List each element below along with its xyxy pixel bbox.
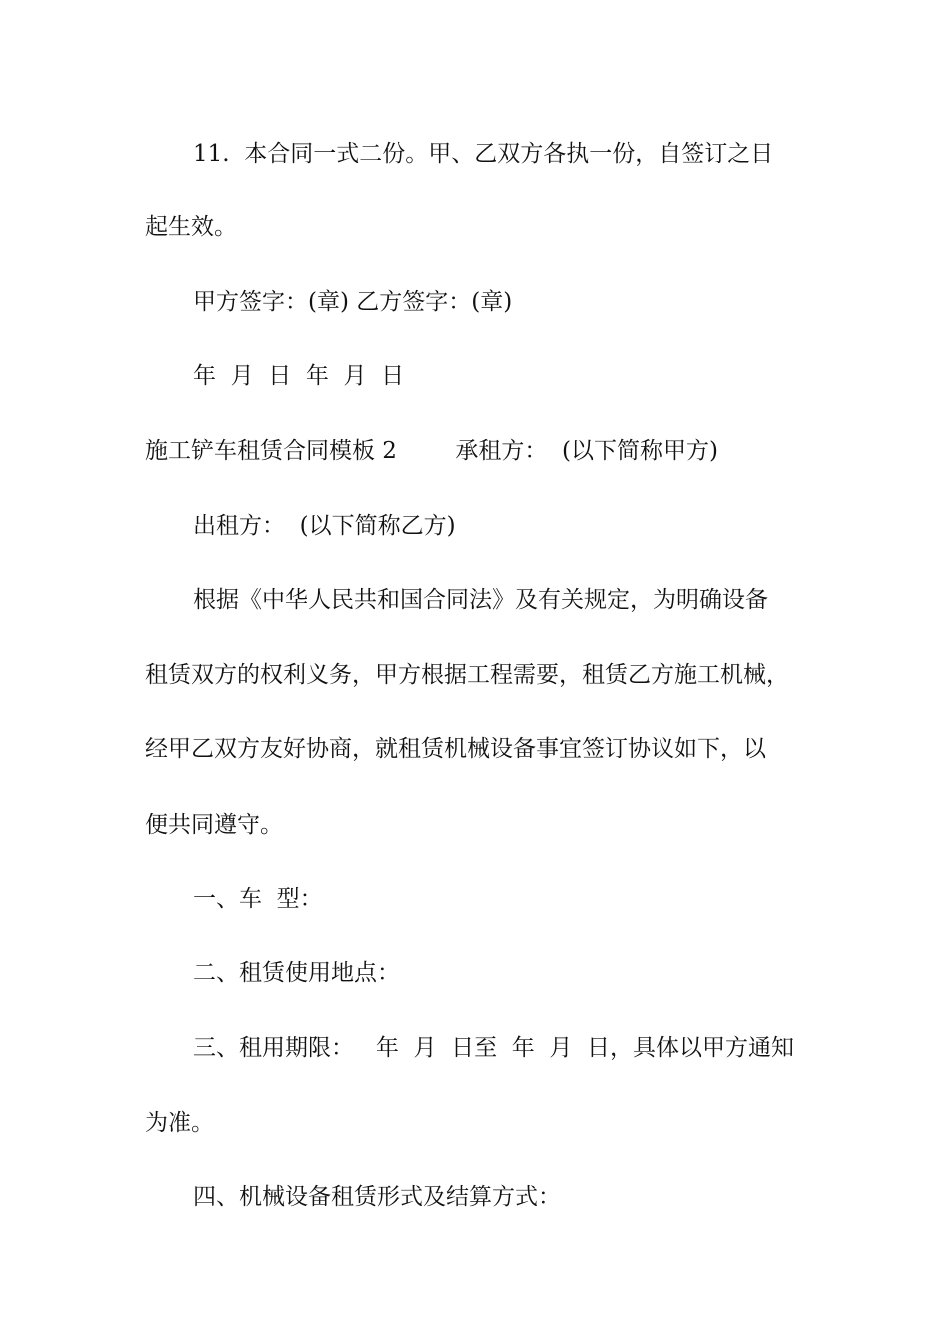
signature-line: 甲方签字：(章) 乙方签字：(章)	[193, 289, 513, 315]
section-3-term-line-1: 三、租用期限： 年 月 日至 年 月 日，具体以甲方通知	[193, 1035, 795, 1061]
section-1-vehicle-type: 一、车 型：	[193, 886, 323, 912]
preamble-line-2: 租赁双方的权利义务，甲方根据工程需要，租赁乙方施工机械，	[145, 662, 789, 688]
template-title-lessee-line: 施工铲车租赁合同模板 2 承租方： (以下简称甲方)	[145, 438, 719, 464]
clause-11-line-1: 11. 本合同一式二份。甲、乙双方各执一份，自签订之日	[193, 141, 774, 167]
lessor-line: 出租方： (以下简称乙方)	[193, 513, 456, 539]
preamble-line-1: 根据《中华人民共和国合同法》及有关规定，为明确设备	[193, 587, 768, 613]
date-line: 年 月 日 年 月 日	[193, 363, 405, 389]
section-4-heading: 四、机械设备租赁形式及结算方式：	[193, 1184, 561, 1210]
preamble-line-3: 经甲乙双方友好协商，就租赁机械设备事宜签订协议如下，以	[145, 736, 766, 762]
section-2-location: 二、租赁使用地点：	[193, 960, 400, 986]
section-3-term-line-2: 为准。	[145, 1110, 214, 1136]
clause-11-line-2: 起生效。	[145, 214, 237, 240]
preamble-line-4: 便共同遵守。	[145, 812, 283, 838]
